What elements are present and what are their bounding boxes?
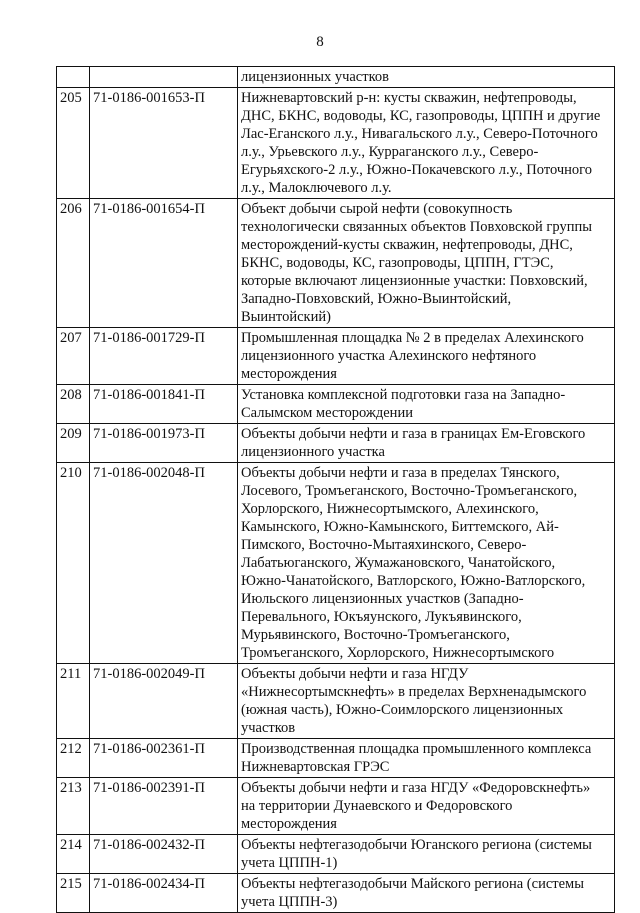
description-line: л.у., Малоключевого л.у. — [241, 180, 392, 196]
description-line: «Нижнесортымскнефть» в пределах Верхненадымского — [241, 684, 587, 700]
table-row — [57, 835, 615, 874]
registry-code-cell: 71-0186-001973-П — [90, 424, 238, 463]
description-line: Выинтойский) — [241, 309, 331, 325]
description-line: БКНС, водоводы, КС, газопроводы, ЦППН, ГТЭС, — [241, 255, 554, 271]
description-line: Южно-Чанатойского, Ватлорского, Южно-Ватлорского, — [241, 573, 586, 589]
table-row — [57, 739, 615, 778]
object-description-cell — [238, 874, 615, 913]
object-description-cell — [238, 67, 615, 88]
description-line: Нижневартовский р-н: кусты скважин, нефтепроводы, — [241, 90, 577, 106]
description-line: Егурьяхского-2 л.у., Южно-Покачевского л.у., Поточного — [241, 162, 592, 178]
description-line: технологически связанных объектов Повховской группы — [241, 219, 592, 235]
registry-code-cell: 71-0186-001841-П — [90, 385, 238, 424]
description-line: Хорлорского, Нижнесортымского, Алехинского, — [241, 501, 539, 517]
description-line: Тромъеганского, Хорлорского, Нижнесортымского — [241, 645, 555, 661]
registry-code-cell — [90, 67, 238, 88]
description-line: Объекты добычи нефти и газа в пределах Тянского, — [241, 465, 560, 481]
description-line: Лас-Еганского л.у., Нивагальского л.у., Северо-Поточного — [241, 126, 598, 142]
description-line: учета ЦППН-1) — [241, 855, 338, 871]
row-number-cell: 211 — [57, 664, 90, 739]
description-line: Установка комплексной подготовки газа на Западно- — [241, 387, 566, 403]
object-description-cell — [238, 739, 615, 778]
description-line: Пимского, Восточно-Мытаяхинского, Северо- — [241, 537, 527, 553]
object-description-cell — [238, 88, 615, 199]
description-line: Мурьявинского, Восточно-Тромъеганского, — [241, 627, 510, 643]
object-description-cell — [238, 328, 615, 385]
registry-code-cell: 71-0186-002434-П — [90, 874, 238, 913]
registry-code-cell: 71-0186-001653-П — [90, 88, 238, 199]
registry-code-cell: 71-0186-001729-П — [90, 328, 238, 385]
description-line: Июльского лицензионных участков (Западно- — [241, 591, 524, 607]
description-line: Лосевого, Тромъеганского, Восточно-Тромъеганского, — [241, 483, 578, 499]
row-number-cell: 209 — [57, 424, 90, 463]
description-line: Промышленная площадка № 2 в пределах Алехинского — [241, 330, 584, 346]
description-line: участков — [241, 720, 296, 736]
table-row — [57, 199, 615, 328]
description-line: Объекты добычи нефти и газа в границах Ем-Еговского — [241, 426, 586, 442]
object-description-cell — [238, 835, 615, 874]
row-number-cell: 212 — [57, 739, 90, 778]
registry-code-cell: 71-0186-002048-П — [90, 463, 238, 664]
description-line: учета ЦППН-3) — [241, 894, 338, 910]
description-line: Объекты нефтегазодобычи Юганского региона (системы — [241, 837, 592, 853]
row-number-cell: 207 — [57, 328, 90, 385]
object-description-cell — [238, 199, 615, 328]
description-line: лицензионного участка — [241, 444, 385, 460]
registry-code-cell: 71-0186-001654-П — [90, 199, 238, 328]
row-number-cell: 213 — [57, 778, 90, 835]
description-line: месторождений-кусты скважин, нефтепроводы, ДНС, — [241, 237, 573, 253]
description-line: Объекты добычи нефти и газа НГДУ «Федоровскнефть» — [241, 780, 591, 796]
row-number-cell: 206 — [57, 199, 90, 328]
row-number-cell: 205 — [57, 88, 90, 199]
description-line: Объект добычи сырой нефти (совокупность — [241, 201, 513, 217]
description-line: Западно-Повховский, Южно-Выинтойский, — [241, 291, 512, 307]
table-row — [57, 385, 615, 424]
description-line: Объекты нефтегазодобычи Майского региона (системы — [241, 876, 584, 892]
table-row — [57, 328, 615, 385]
description-line: Камынского, Южно-Камынского, Биттемского, Ай- — [241, 519, 559, 535]
table-row — [57, 424, 615, 463]
objects-registry-table — [56, 66, 615, 913]
row-number-cell: 214 — [57, 835, 90, 874]
object-description-cell — [238, 463, 615, 664]
row-number-cell: 208 — [57, 385, 90, 424]
table-row — [57, 874, 615, 913]
table-row — [57, 88, 615, 199]
row-number-cell — [57, 67, 90, 88]
description-line: Салымском месторождении — [241, 405, 413, 421]
registry-code-cell: 71-0186-002049-П — [90, 664, 238, 739]
description-line: месторождения — [241, 366, 337, 382]
table-row — [57, 664, 615, 739]
registry-code-cell: 71-0186-002361-П — [90, 739, 238, 778]
description-line: Производственная площадка промышленного комплекса — [241, 741, 592, 757]
description-line: Лабатьюганского, Жумажановского, Чанатойского, — [241, 555, 556, 571]
table-row-continuation — [57, 67, 615, 88]
description-line: ДНС, БКНС, водоводы, КС, газопроводы, ЦППН и другие — [241, 108, 601, 124]
table-row — [57, 463, 615, 664]
description-line: месторождения — [241, 816, 337, 832]
page-number: 8 — [316, 34, 324, 50]
registry-code-cell: 71-0186-002432-П — [90, 835, 238, 874]
row-number-cell: 215 — [57, 874, 90, 913]
description-line: на территории Дунаевского и Федоровского — [241, 798, 513, 814]
row-number-cell: 210 — [57, 463, 90, 664]
object-description-cell — [238, 778, 615, 835]
object-description-cell — [238, 424, 615, 463]
description-line: Нижневартовская ГРЭС — [241, 759, 390, 775]
description-line: лицензионных участков — [241, 69, 389, 85]
registry-code-cell: 71-0186-002391-П — [90, 778, 238, 835]
description-line: Объекты добычи нефти и газа НГДУ — [241, 666, 469, 682]
registry-table-body — [57, 67, 615, 913]
description-line: л.у., Урьевского л.у., Курраганского л.у., Северо- — [241, 144, 539, 160]
description-line: лицензионного участка Алехинского нефтяного — [241, 348, 537, 364]
object-description-cell — [238, 664, 615, 739]
table-row — [57, 778, 615, 835]
object-description-cell — [238, 385, 615, 424]
description-line: (южная часть), Южно-Соимлорского лицензионных — [241, 702, 564, 718]
description-line: Перевального, Юкъяунского, Лукъявинского, — [241, 609, 522, 625]
description-line: которые включают лицензионные участки: Повховский, — [241, 273, 588, 289]
